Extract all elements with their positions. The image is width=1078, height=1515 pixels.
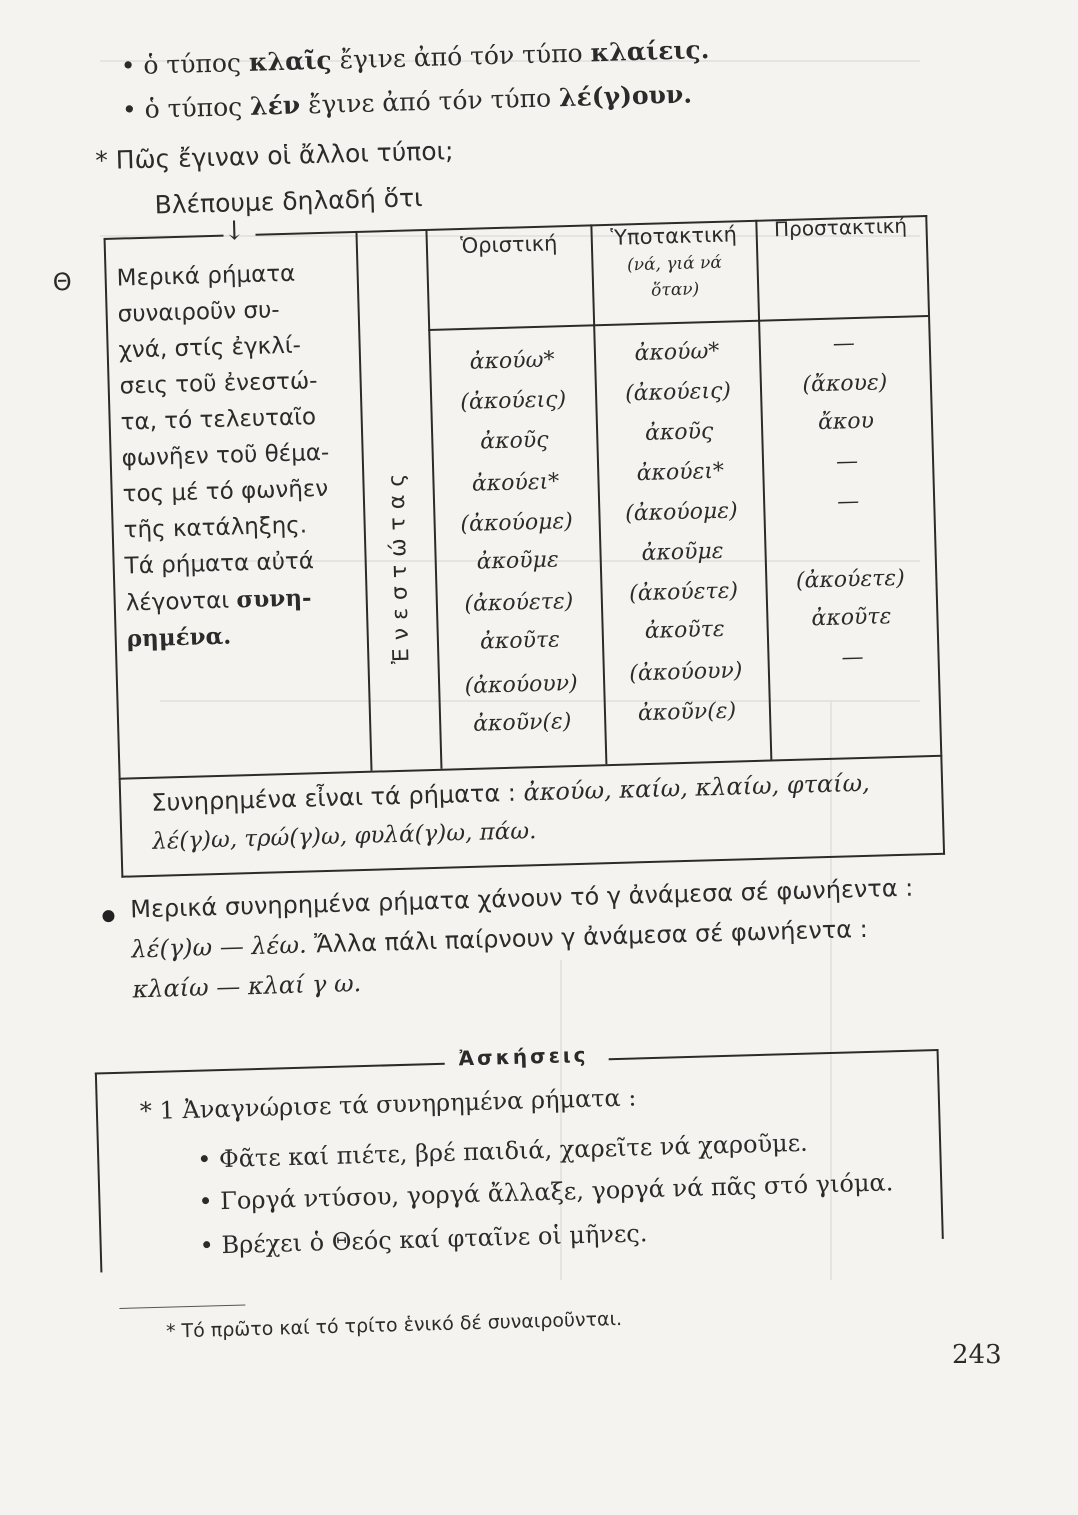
exercise-task: * 1 Ἀναγνώρισε τά συνηρημένα ρήματα :: [139, 1083, 637, 1126]
theta-marker: Θ: [52, 267, 73, 297]
note-line-2: [131, 915, 868, 964]
exercise-item: • Γοργά ντύσου, γοργά ἄλλαξε, γοργά νά πᾶς στό γιόμα.: [198, 1168, 894, 1216]
subjunctive-form: (ἀκούεις): [624, 378, 732, 407]
note-line-2-rest: Ἄλλα πάλι παίρνουν γ ἀνάμεσα σέ φωνήεντα :: [313, 914, 869, 959]
rule-line-10-start: λέγονται: [125, 587, 230, 617]
exercise-border-top-right: [609, 1049, 939, 1060]
imperative-form: —: [832, 331, 856, 357]
table-right-border: [925, 215, 942, 755]
summary-verbs-1: ἀκούω, καίω, κλαίω, φταίω,: [523, 768, 871, 807]
table-top-left: [104, 235, 224, 240]
intro-line-2-source: λέ(γ)ουν.: [558, 79, 693, 113]
exercise-item: • Φᾶτε καί πιέτε, βρέ παιδιά, χαρεῖτε νά χαροῦμε.: [196, 1128, 809, 1174]
note-example-2: κλαίω — κλαί γ ω.: [132, 969, 362, 1004]
summary-prefix: Συνηρημένα εἶναι τά ρήματα :: [150, 778, 517, 817]
note-bullet: [102, 910, 114, 922]
rule-line-7: τος μέ τό φωνῆεν: [122, 475, 329, 508]
arrow-icon: ↓: [222, 216, 246, 247]
header-imperative: Προστακτική: [773, 213, 908, 242]
exercise-heading: Ἀσκήσεις: [458, 1042, 589, 1071]
subjunctive-form: ἀκοῦμε: [641, 538, 724, 567]
tense-label: Ἐνεστώτας: [384, 465, 415, 665]
intro-line-2-middle: ἔγινε ἀπό τόν τύπο: [307, 83, 552, 120]
summary-left-border: [119, 778, 124, 878]
footnote: * Τό πρῶτο καί τό τρίτο ἑνικό δέ συναιροῦνται.: [165, 1307, 623, 1343]
intro-line-1-source: κλαίεις.: [590, 35, 710, 68]
indicative-form: ἀκούει*: [471, 469, 560, 497]
summary-line-1: [151, 769, 870, 817]
page-number: 243: [952, 1340, 1002, 1370]
exercise-border-right: [937, 1049, 944, 1239]
indicative-form: ἀκοῦς: [479, 427, 549, 455]
note-line-1: Μερικά συνηρημένα ρήματα χάνουν τό γ ἀνάμεσα σέ φωνήεντα :: [129, 873, 914, 924]
note-example-1: λέ(γ)ω — λέω.: [131, 930, 308, 964]
rule-line-11: ρημένα.: [126, 622, 232, 653]
rule-line-9: Τά ρήματα αὐτά: [124, 548, 315, 580]
rule-line-1: Μερικά ρήματα: [116, 260, 296, 292]
rule-line-8: τῆς κατάληξης.: [123, 512, 308, 544]
indicative-form: ἀκοῦμε: [476, 547, 560, 575]
exercise-item: • Βρέχει ὁ Θεός καί φταῖνε οἱ μῆνες.: [199, 1219, 648, 1260]
intro-line-2-form: λέν: [249, 90, 301, 121]
summary-verbs-2: λέ(γ)ω, τρώ(γ)ω, φυλά(γ)ω, πάω.: [152, 818, 537, 855]
intro-question: * Πῶς ἔγιναν οἱ ἄλλοι τύποι;: [94, 136, 454, 176]
table-header-divider: [428, 315, 928, 331]
table-divider-text: [355, 231, 372, 771]
intro-line-1-prefix: • ὁ τύπος: [120, 48, 242, 81]
subjunctive-form: (ἀκούετε): [628, 578, 739, 607]
rule-line-2: συναιροῦν συ-: [117, 297, 280, 328]
intro-line-1-middle: ἔγινε ἀπό τόν τύπο: [339, 38, 584, 75]
imperative-form: (ἄκουε): [802, 370, 888, 398]
imperative-form: —: [835, 449, 859, 475]
indicative-form: ἀκοῦν(ε): [472, 709, 572, 737]
rule-line-3: χνά, στίς ἐγκλί-: [118, 332, 302, 364]
subjunctive-form: ἀκούει*: [636, 458, 725, 487]
exercise-border-top-left: [95, 1063, 445, 1075]
indicative-form: ἀκούω*: [469, 347, 555, 375]
subjunctive-form: (ἀκούουν): [629, 658, 743, 687]
rule-line-10: [125, 584, 312, 616]
intro-line-1: [120, 35, 709, 80]
intro-line-2-prefix: • ὁ τύπος: [121, 92, 243, 125]
indicative-form: (ἀκούουν): [464, 670, 579, 700]
summary-bottom-border: [121, 853, 945, 878]
footnote-rule: [119, 1304, 245, 1309]
header-subjunctive-note-1: (νά, γιά νά: [626, 252, 723, 276]
intro-lead: Βλέπουμε δηλαδή ὅτι: [154, 183, 423, 220]
intro-line-2: [122, 80, 693, 125]
header-subjunctive: Ὑποτακτική: [610, 222, 738, 250]
subjunctive-form: ἀκοῦς: [644, 419, 714, 446]
rule-line-4: σεις τοῦ ἐνεστώ-: [119, 368, 318, 400]
indicative-form: (ἀκούομε): [460, 508, 574, 538]
imperative-form: ἀκοῦτε: [811, 604, 892, 632]
imperative-form: —: [841, 644, 864, 671]
imperative-form: —: [836, 488, 860, 515]
indicative-form: ἀκοῦτε: [479, 627, 561, 655]
rule-line-5: τα, τό τελευταῖο: [120, 404, 317, 436]
imperative-form: (ἀκούετε): [795, 565, 906, 594]
indicative-form: (ἀκούετε): [464, 589, 574, 618]
subjunctive-form: ἀκοῦν(ε): [637, 698, 737, 727]
exercise-border-left: [95, 1072, 103, 1272]
subjunctive-form: ἀκούω*: [634, 338, 720, 367]
rule-line-10-term: συνη-: [236, 584, 312, 614]
rule-line-6: φωνῆεν τοῦ θέμα-: [121, 439, 330, 472]
intro-line-1-form: κλαῖς: [248, 45, 333, 77]
header-indicative: Ὁριστική: [460, 231, 558, 259]
header-subjunctive-note-2: ὅταν): [650, 279, 700, 301]
subjunctive-form: (ἀκούομε): [624, 498, 738, 527]
imperative-form: ἄκου: [817, 408, 875, 436]
subjunctive-form: ἀκοῦτε: [644, 616, 725, 645]
indicative-form: (ἀκούεις): [459, 387, 567, 416]
summary-right-border: [940, 755, 945, 855]
